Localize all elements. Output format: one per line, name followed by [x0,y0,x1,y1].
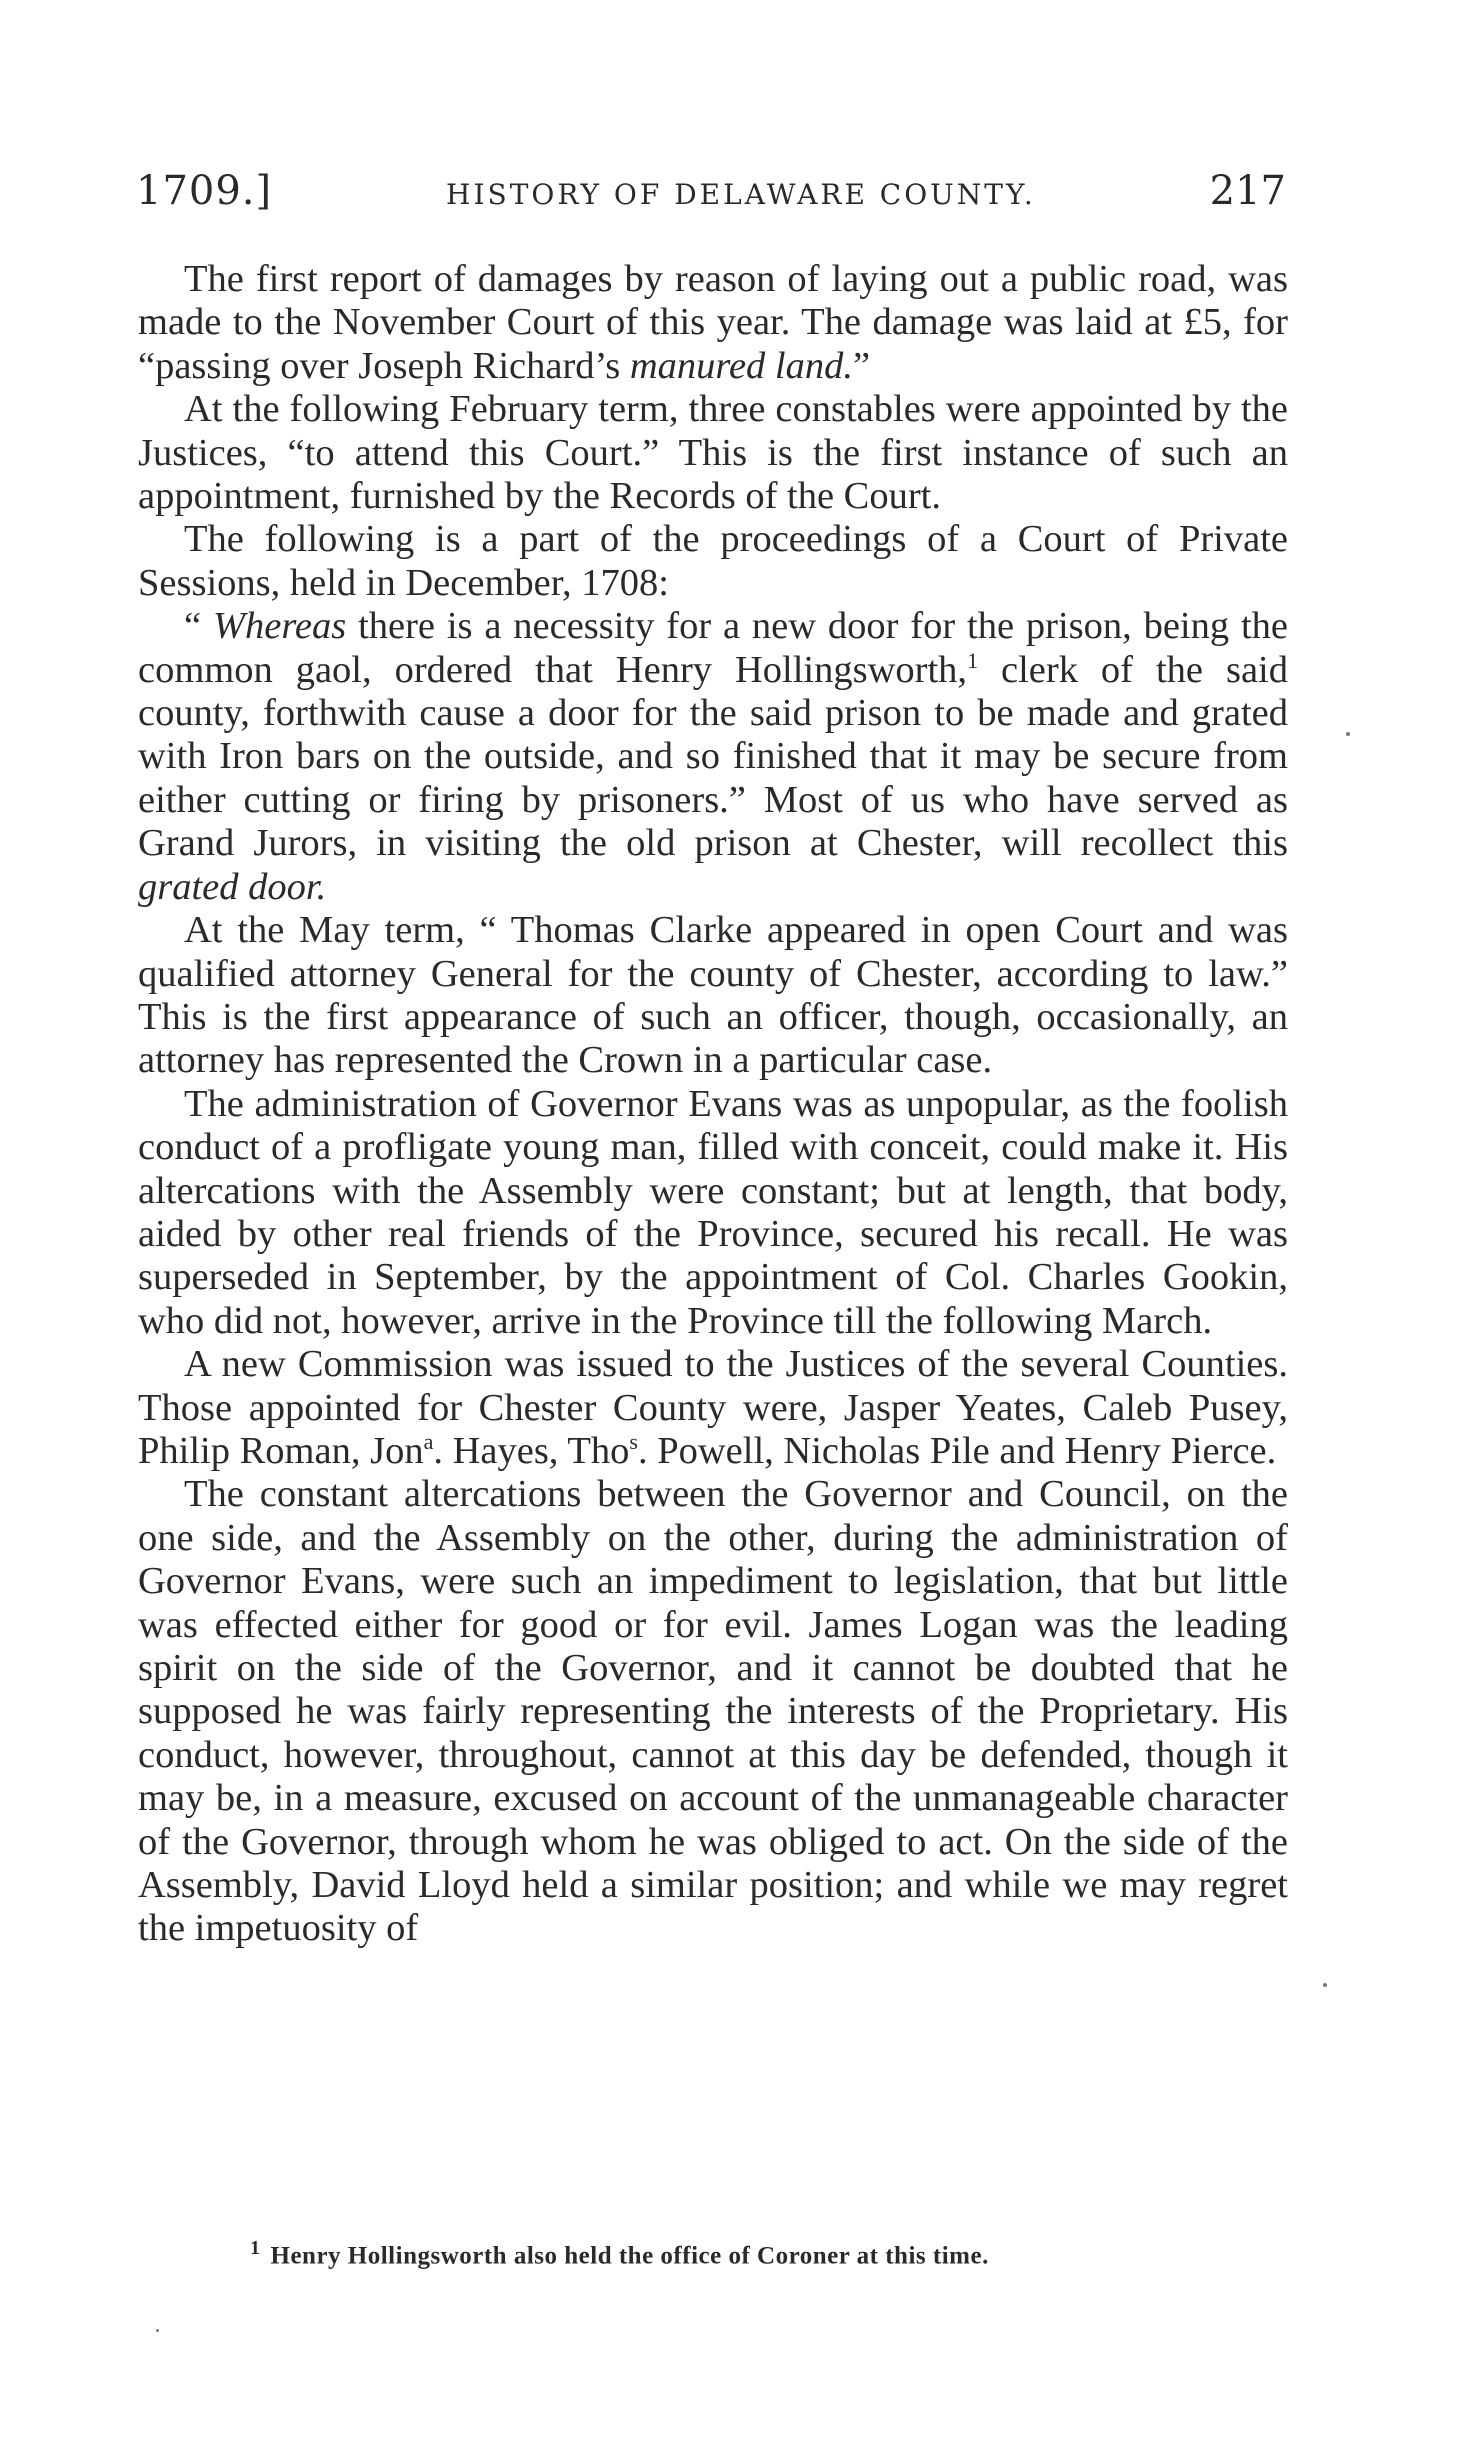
paragraph-altercations: The constant altercations between the Governor and Council, on the one side, and the Assembly on the other, during the administration of Governor Evans, were such an impediment to legislation, that but little was effected either for good or for evil. James Logan was the leading spirit on the side of the Governor, and it cannot be doubted that he supposed he was fairly representing the interests of the Proprietary. His conduct, however, throughout, cannot at this day be defended, though it may be, in a measure, excused on account of the unmanageable character of the Governor, through whom he was obliged to act. On the side of the Assembly, David Lloyd held a similar position; and while we may regret the impetuosity of [138,1473,1288,1950]
running-title: HISTORY OF DELAWARE COUNTY. [446,178,1036,211]
header-year: 1709.] [136,168,273,214]
paragraph-commission: A new Commission was issued to the Justices of the several Counties. Those appointed for Chester County were, Jasper Yeates, Caleb Pusey, Philip Roman, Jon$^a$. Hayes, Tho$^s$. Powell, Nicholas Pile and Henry Pierce. [138,1343,1288,1472]
page-number: 217 [1209,168,1286,214]
paragraph-private-sessions: The following is a part of the proceedings of a Court of Private Sessions, held in December, 1708: [138,518,1288,604]
paragraph-road-damages: The first report of damages by reason of laying out a public road, was made to the November Court of this year. The damage was laid at £5, for “passing over Joseph Richard’s manured land.” [138,258,1288,387]
footnote [250,2237,1250,2270]
body-text [138,258,1288,1951]
print-speck [156,2329,159,2332]
footnote-marker: 1 [250,2237,261,2259]
paragraph-governor-evans: The administration of Governor Evans was as unpopular, as the foolish conduct of a profligate young man, filled with conceit, could make it. His altercations with the Assembly were constant; but at length, that body, aided by other real friends of the Province, secured his recall. He was superseded in September, by the appointment of Col. Charles Gookin, who did not, however, arrive in the Province till the following March. [138,1082,1288,1342]
print-speck [1323,1983,1327,1987]
print-speck [1346,732,1350,736]
paragraph-attorney-general: At the May term, “ Thomas Clarke appeared in open Court and was qualified attorney General for the county of Chester, according to law.” This is the first appearance of such an officer, though, occasionally, an attorney has represented the Crown in a particular case. [138,909,1288,1082]
paragraph-constables: At the following February term, three constables were appointed by the Justices, “to attend this Court.” This is the first instance of such an appointment, furnished by the Records of the Court. [138,388,1288,518]
paragraph-prison-door: “ Whereas there is a necessity for a new door for the prison, being the common gaol, ordered that Henry Hollingsworth,$^1$ clerk of the said county, forthwith cause a door for the said prison to be made and grated with Iron bars on the outside, and so finished that it may be secure from either cutting or firing by prisoners.” Most of us who have served as Grand Jurors, in visiting the old prison at Chester, will recollect this grated door. [138,605,1288,908]
footnote-text: Henry Hollingsworth also held the office of Coroner at this time. [270,2242,989,2270]
footnote-ref: 1 [967,647,979,673]
running-header [136,168,1286,218]
